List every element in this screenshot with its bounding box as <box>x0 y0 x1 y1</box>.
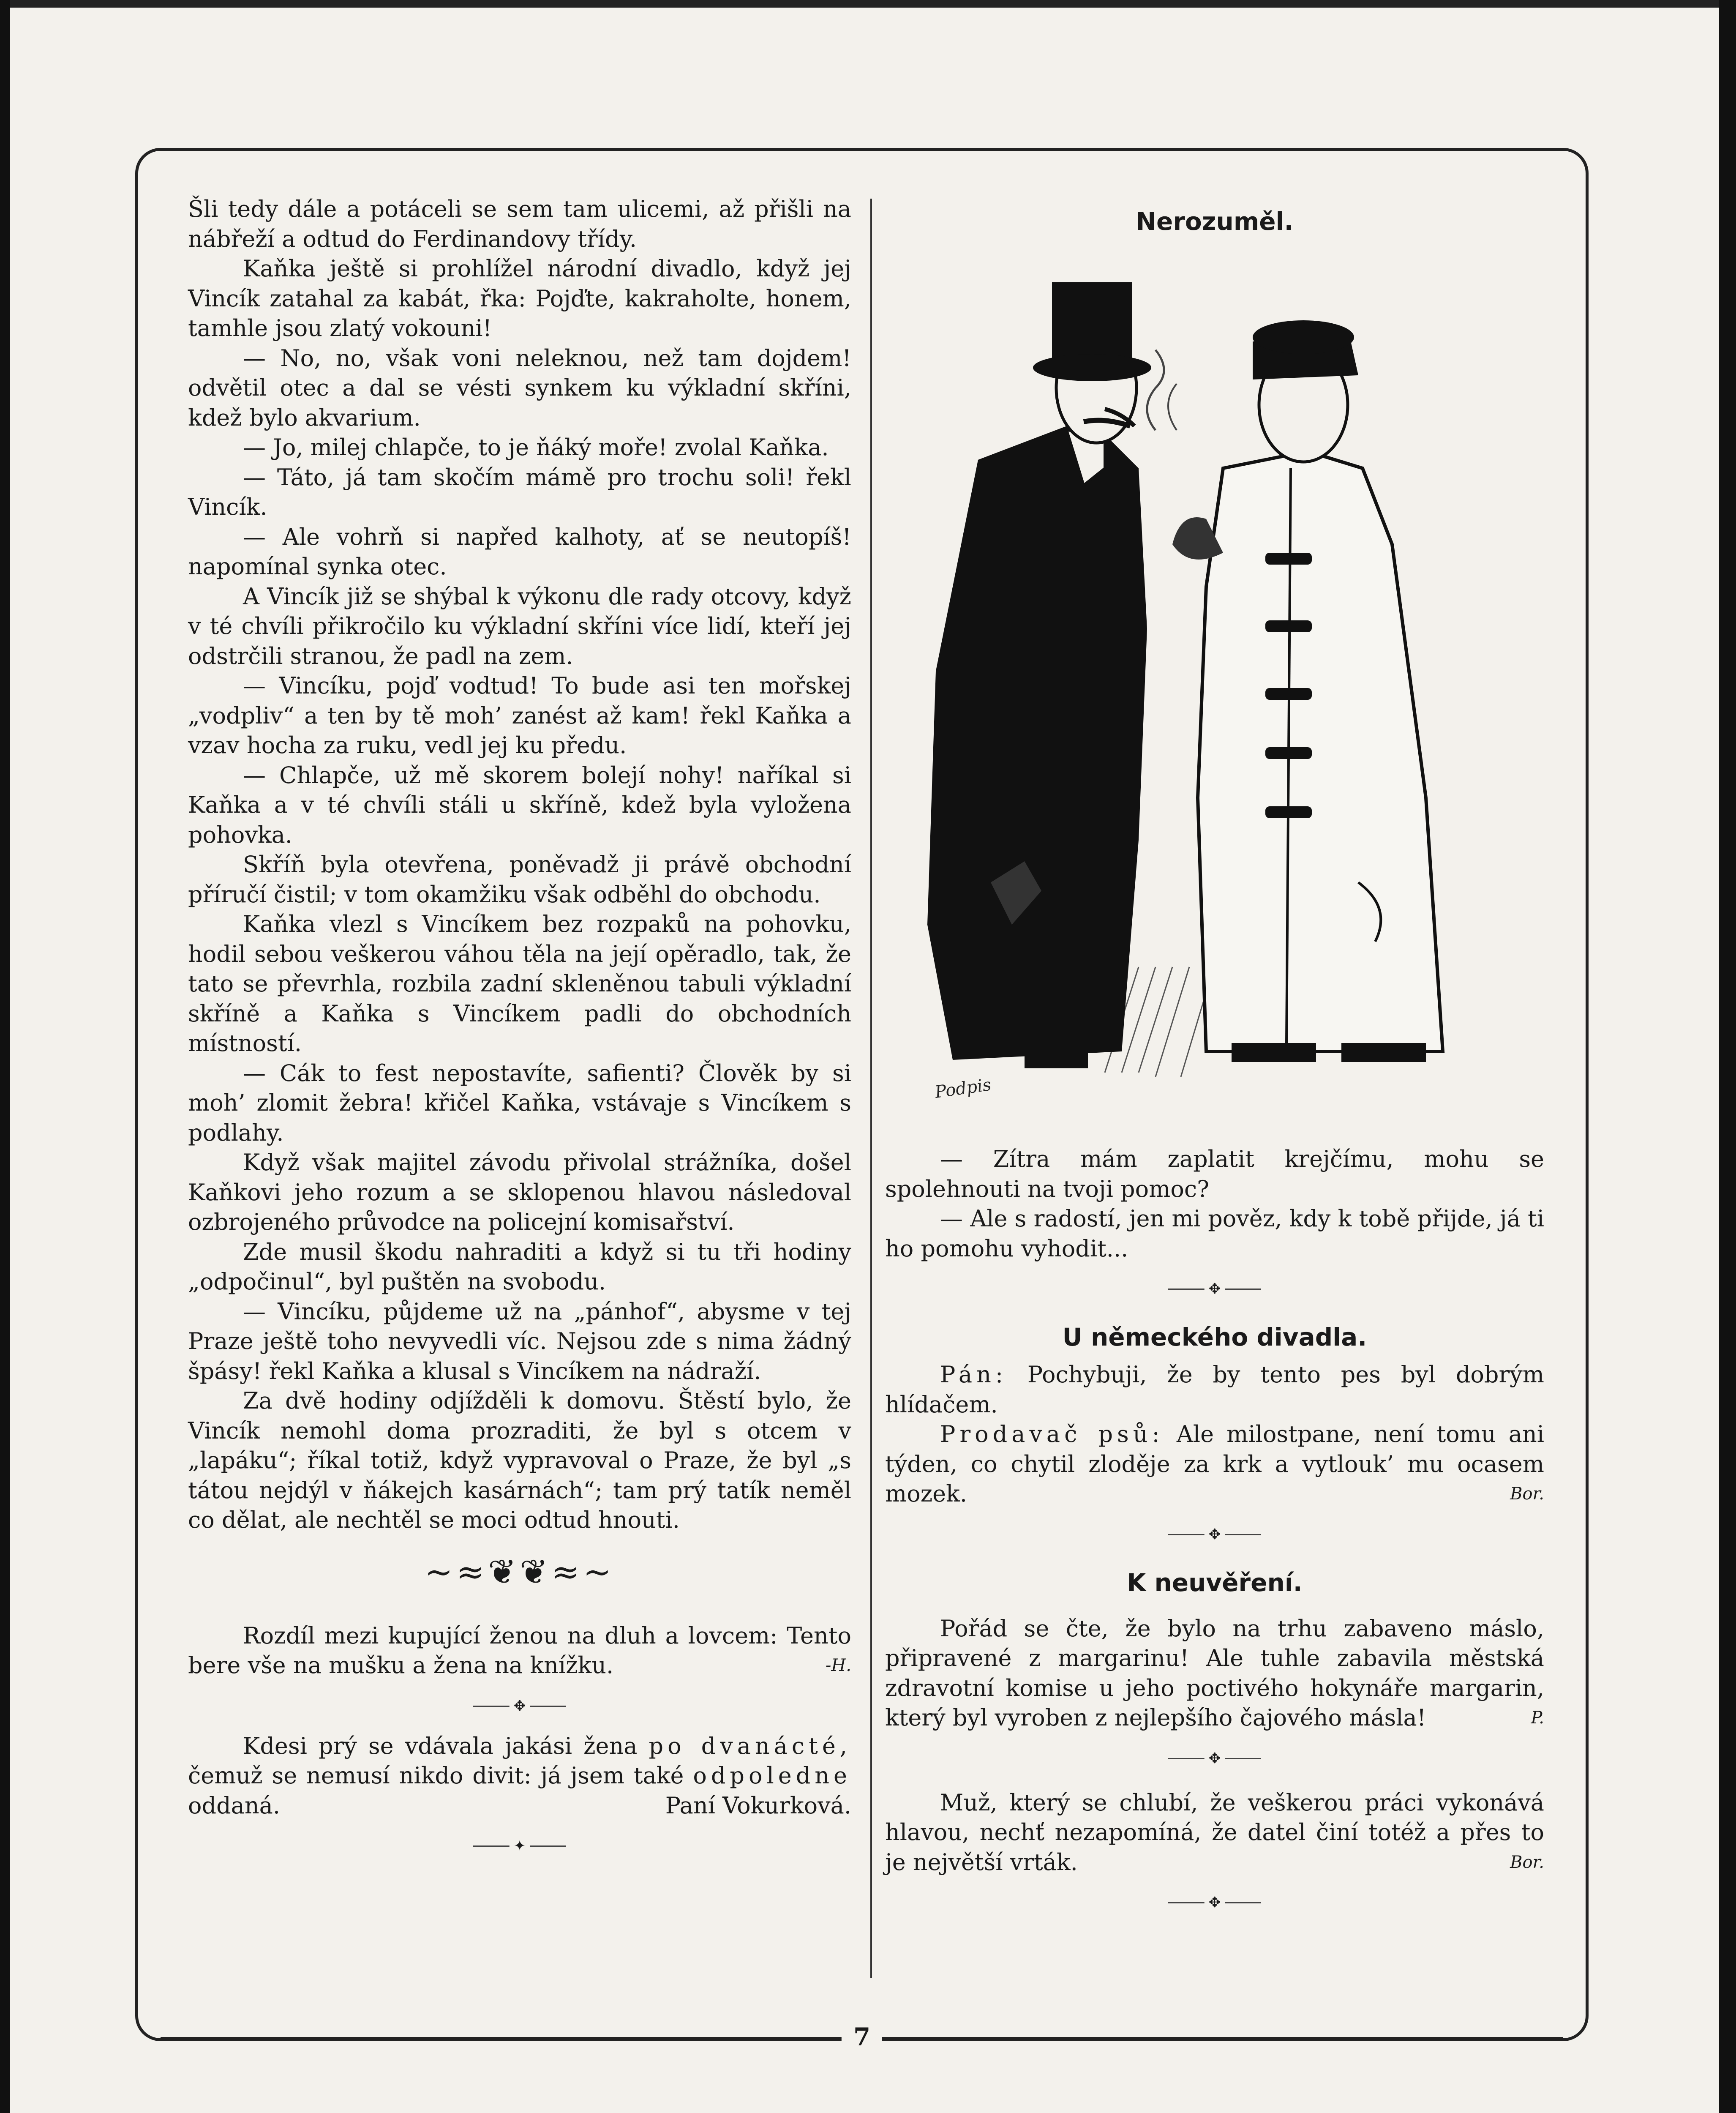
speaker-pan: Pán: <box>940 1361 1008 1388</box>
line-prodavac: Ale milostpane, není tomu ani týden, co chytil zloděje za krk a vytlouk’ mu ocasem mozek. <box>885 1421 1545 1507</box>
separator-glyph: ✥ <box>510 1698 530 1714</box>
signature-bor-1: Bor. <box>1510 1484 1544 1504</box>
section-heading-divadla: U německého divadla. <box>1062 1323 1367 1351</box>
neuvereni-body: Pořád se čte, že bylo na trhu zabaveno máslo, připravené z margarinu! Ale tuhle zabavila městská zdravotní komise u jeho poctivého hokynáře margarin, který byl vyroben z nejlepšího čajového másla! <box>885 1615 1544 1731</box>
man-in-cap <box>1147 320 1443 1062</box>
story-paragraph: A Vincík již se shýbal k výkonu dle rady otcovy, když v té chvíli přikročilo ku výkladní skříni více lidí, kteří jej odstrčili stranou, že padl na zem. <box>188 583 851 669</box>
line-pan: Pochybuji, že by tento pes byl dobrým hlídačem. <box>885 1361 1544 1418</box>
story-paragraph: — Chlapče, už mě skorem bolejí nohy! naříkal si Kaňka a v té chvíli stáli u skříně, kdež byla vyložena pohovka. <box>188 762 851 848</box>
cartoon-drawing <box>885 248 1544 1127</box>
joke-kupujici-zena <box>188 1621 851 1681</box>
joke-vdavala-text-3: oddaná. <box>188 1792 280 1819</box>
separator-glyph: ✥ <box>1205 1280 1225 1297</box>
ornament-divider: ~≈❦❦≈~ <box>424 1552 615 1592</box>
artist-signature: Podpis <box>933 1075 992 1102</box>
joke-vdavala-spaced-1: po dvanácté, <box>649 1732 851 1759</box>
separator-glyph: ✥ <box>1205 1750 1225 1767</box>
separator-glyph: ✥ <box>1205 1526 1225 1543</box>
story-paragraph: — Jo, milej chlapče, to je ňáký moře! zvolal Kaňka. <box>243 434 829 461</box>
story-paragraph: Kaňka vlezl s Vincíkem bez rozpaků na pohovku, hodil sebou veškerou váhou těla na její opěradlo, tak, že tato se převrhla, rozbila zadní skleněnou tabuli výkladní skříně a Kaňka s Vincíkem padli do obchodních místností. <box>188 911 851 1056</box>
joke-vdavala-text-1: Kdesi prý se vdávala jakási žena <box>243 1732 638 1759</box>
story-paragraph: — Cák to fest nepostavíte, safienti? Člověk by si moh’ zlomit žebra! křičel Kaňka, vstávaje s Vincíkem s podlahy. <box>188 1059 851 1146</box>
cartoon-dialogue-2: — Ale s radostí, jen mi pověz, kdy k tobě přijde, já ti ho pomohu vyhodit... <box>885 1205 1544 1262</box>
speaker-prodavac: Prodavač psů: <box>940 1421 1164 1447</box>
story-paragraph: Když však majitel závodu přivolal strážníka, došel Kaňkovi jeho rozum a se sklopenou hlavou následoval ozbrojeného průvodce na policejní komisařství. <box>188 1149 851 1235</box>
separator-glyph: ✦ <box>510 1837 530 1854</box>
joke-kupujici-zena-text: Rozdíl mezi kupující ženou na dluh a lovcem: Tento bere vše na mušku a žena na knížku. <box>188 1622 851 1679</box>
scan-edge-top <box>0 0 1736 8</box>
page-number: 7 <box>842 2024 882 2050</box>
datel-joke <box>885 1788 1544 1878</box>
story-paragraph: Šli tedy dále a potáceli se sem tam ulicemi, až přišli na nábřeží a odtud do Ferdinandovy třídy. <box>188 196 851 252</box>
joke-vdavala-spaced-2: odpoledne <box>693 1762 851 1789</box>
signature-bor-2: Bor. <box>1510 1852 1544 1872</box>
separator <box>1168 1526 1261 1543</box>
scan-edge-left <box>0 0 10 2113</box>
left-column <box>188 194 851 1871</box>
joke-kupujici-zena-signature: -H. <box>825 1656 851 1675</box>
cartoon-illustration <box>885 248 1544 1127</box>
cartoon-dialogue-1: — Zítra mám zaplatit krejčímu, mohu se spolehnouti na tvoji pomoc? <box>885 1146 1544 1202</box>
separator <box>473 1837 566 1854</box>
page-footer <box>135 2024 1589 2050</box>
datel-joke-body: Muž, který se chlubí, že veškerou práci vykonává hlavou, nechť nezapomíná, že datel činí totéž a přes to je největší vrták. <box>885 1789 1544 1875</box>
separator <box>1168 1750 1261 1767</box>
story-paragraph: — Vincíku, pojď vodtud! To bude asi ten mořskej „vodpliv“ a ten by tě moh’ zanést až kam! řekl Kaňka a vzav hocha za ruku, vedl jej ku předu. <box>188 672 851 759</box>
separator <box>1168 1280 1261 1297</box>
story-paragraph: Za dvě hodiny odjížděli k domovu. Štěstí bylo, že Vincík nemohl doma prozraditi, že byl s otcem v „lapáku“; říkal totiž, když vypravoval o Praze, že byl „s tátou nejdýl v ňákejch kasárnách“; tam prý tatík neměl co dělat, ale nechtěl se moci odtud hnouti. <box>188 1387 851 1533</box>
dialogue-line-pan <box>885 1360 1544 1420</box>
joke-vdavala-signature: Paní Vokurková. <box>665 1792 851 1819</box>
man-in-top-hat <box>927 282 1151 1068</box>
signature-p: P. <box>1531 1708 1544 1728</box>
section-heading-neuvereni: K neuvěření. <box>1127 1568 1303 1597</box>
right-column <box>885 194 1544 1928</box>
story-text <box>188 194 851 1535</box>
dialogue-line-prodavac <box>885 1420 1544 1509</box>
story-paragraph: Kaňka ještě si prohlížel národní divadlo, když jej Vincík zatahal za kabát, řka: Pojďte, kakraholte, honem, tamhle jsou zlatý vokouni! <box>188 255 851 341</box>
story-paragraph: Zde musil škodu nahraditi a když si tu tři hodiny „odpočinul“, byl puštěn na svobodu. <box>188 1238 851 1295</box>
story-paragraph: — No, no, však voni neleknou, než tam dojdem! odvětil otec a dal se vésti synkem ku výkladní skříni, kdež bylo akvarium. <box>188 344 851 431</box>
separator <box>1168 1894 1261 1911</box>
joke-vdavala-text-2: čemuž se nemusí nikdo divit: já jsem také <box>188 1762 684 1789</box>
column-divider <box>870 199 872 1978</box>
story-paragraph: — Ale vohrň si napřed kalhoty, ať se neutopíš! napomínal synka otec. <box>188 523 851 580</box>
story-paragraph: Skříň byla otevřena, poněvadž ji právě obchodní příručí čistil; v tom okamžiku však odběhl do obchodu. <box>188 851 851 908</box>
joke-vdavala <box>188 1731 851 1821</box>
cartoon-title: Nerozuměl. <box>1136 207 1294 236</box>
story-paragraph: — Táto, já tam skočím mámě pro trochu soli! řekl Vincík. <box>188 464 851 520</box>
neuvereni-text <box>885 1614 1544 1733</box>
scan-edge-right <box>1719 0 1736 2113</box>
separator-glyph: ✥ <box>1205 1894 1225 1911</box>
separator <box>473 1698 566 1714</box>
story-paragraph: — Vincíku, půjdeme už na „pánhof“, abysme v tej Praze ještě toho nevyvedli víc. Nejsou zde s nima žádný špásy! řekl Kaňka a klusal s Vincíkem na nádraží. <box>188 1298 851 1384</box>
